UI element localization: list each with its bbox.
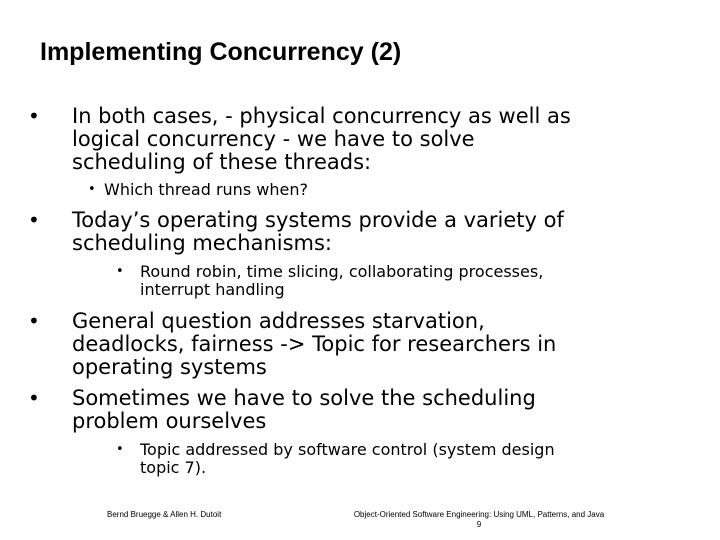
slide-title: Implementing Concurrency (2) <box>40 38 402 66</box>
page-number: 9 <box>476 520 482 529</box>
bullet-line: Today’s operating systems provide a variety of <box>72 208 564 232</box>
bullet-dot-icon: • <box>88 182 96 197</box>
sub-bullet-line: Round robin, time slicing, collaborating processes, <box>140 262 544 281</box>
bullet-line: Sometimes we have to solve the scheduling <box>72 386 536 410</box>
bullet-item <box>28 209 564 255</box>
bullet-line: deadlocks, fairness -> Topic for researchers in <box>72 332 557 356</box>
bullet-line: General question addresses starvation, <box>72 309 485 333</box>
sub-bullet-line: interrupt handling <box>140 280 285 299</box>
bullet-dot-icon: • <box>116 264 124 279</box>
sub-bullet-line: Topic addressed by software control (system design <box>140 440 555 459</box>
sub-bullet-line: topic 7). <box>140 458 207 477</box>
bullet-item <box>28 387 536 433</box>
sub-bullet-item <box>116 263 543 299</box>
sub-bullet-item <box>88 181 308 199</box>
sub-bullet-line: Which thread runs when? <box>104 180 308 199</box>
footer-book-title-text: Object-Oriented Software Engineering: Using UML, Patterns, and Java <box>353 510 605 519</box>
bullet-dot-icon: • <box>28 104 40 128</box>
bullet-line: logical concurrency - we have to solve <box>72 127 475 151</box>
bullet-line: In both cases, - physical concurrency as well as <box>72 104 571 128</box>
bullet-item <box>28 310 556 379</box>
bullet-line: scheduling mechanisms: <box>72 231 332 255</box>
bullet-line: scheduling of these threads: <box>72 150 372 174</box>
bullet-dot-icon: • <box>28 309 40 333</box>
footer-book-title <box>318 510 640 530</box>
sub-bullet-item <box>116 441 555 477</box>
bullet-dot-icon: • <box>116 442 124 457</box>
footer-authors: Bernd Bruegge & Allen H. Dutoit <box>107 510 222 519</box>
bullet-dot-icon: • <box>28 208 40 232</box>
bullet-dot-icon: • <box>28 386 40 410</box>
bullet-line: problem ourselves <box>72 409 267 433</box>
bullet-line: operating systems <box>72 355 267 379</box>
bullet-item <box>28 105 571 174</box>
